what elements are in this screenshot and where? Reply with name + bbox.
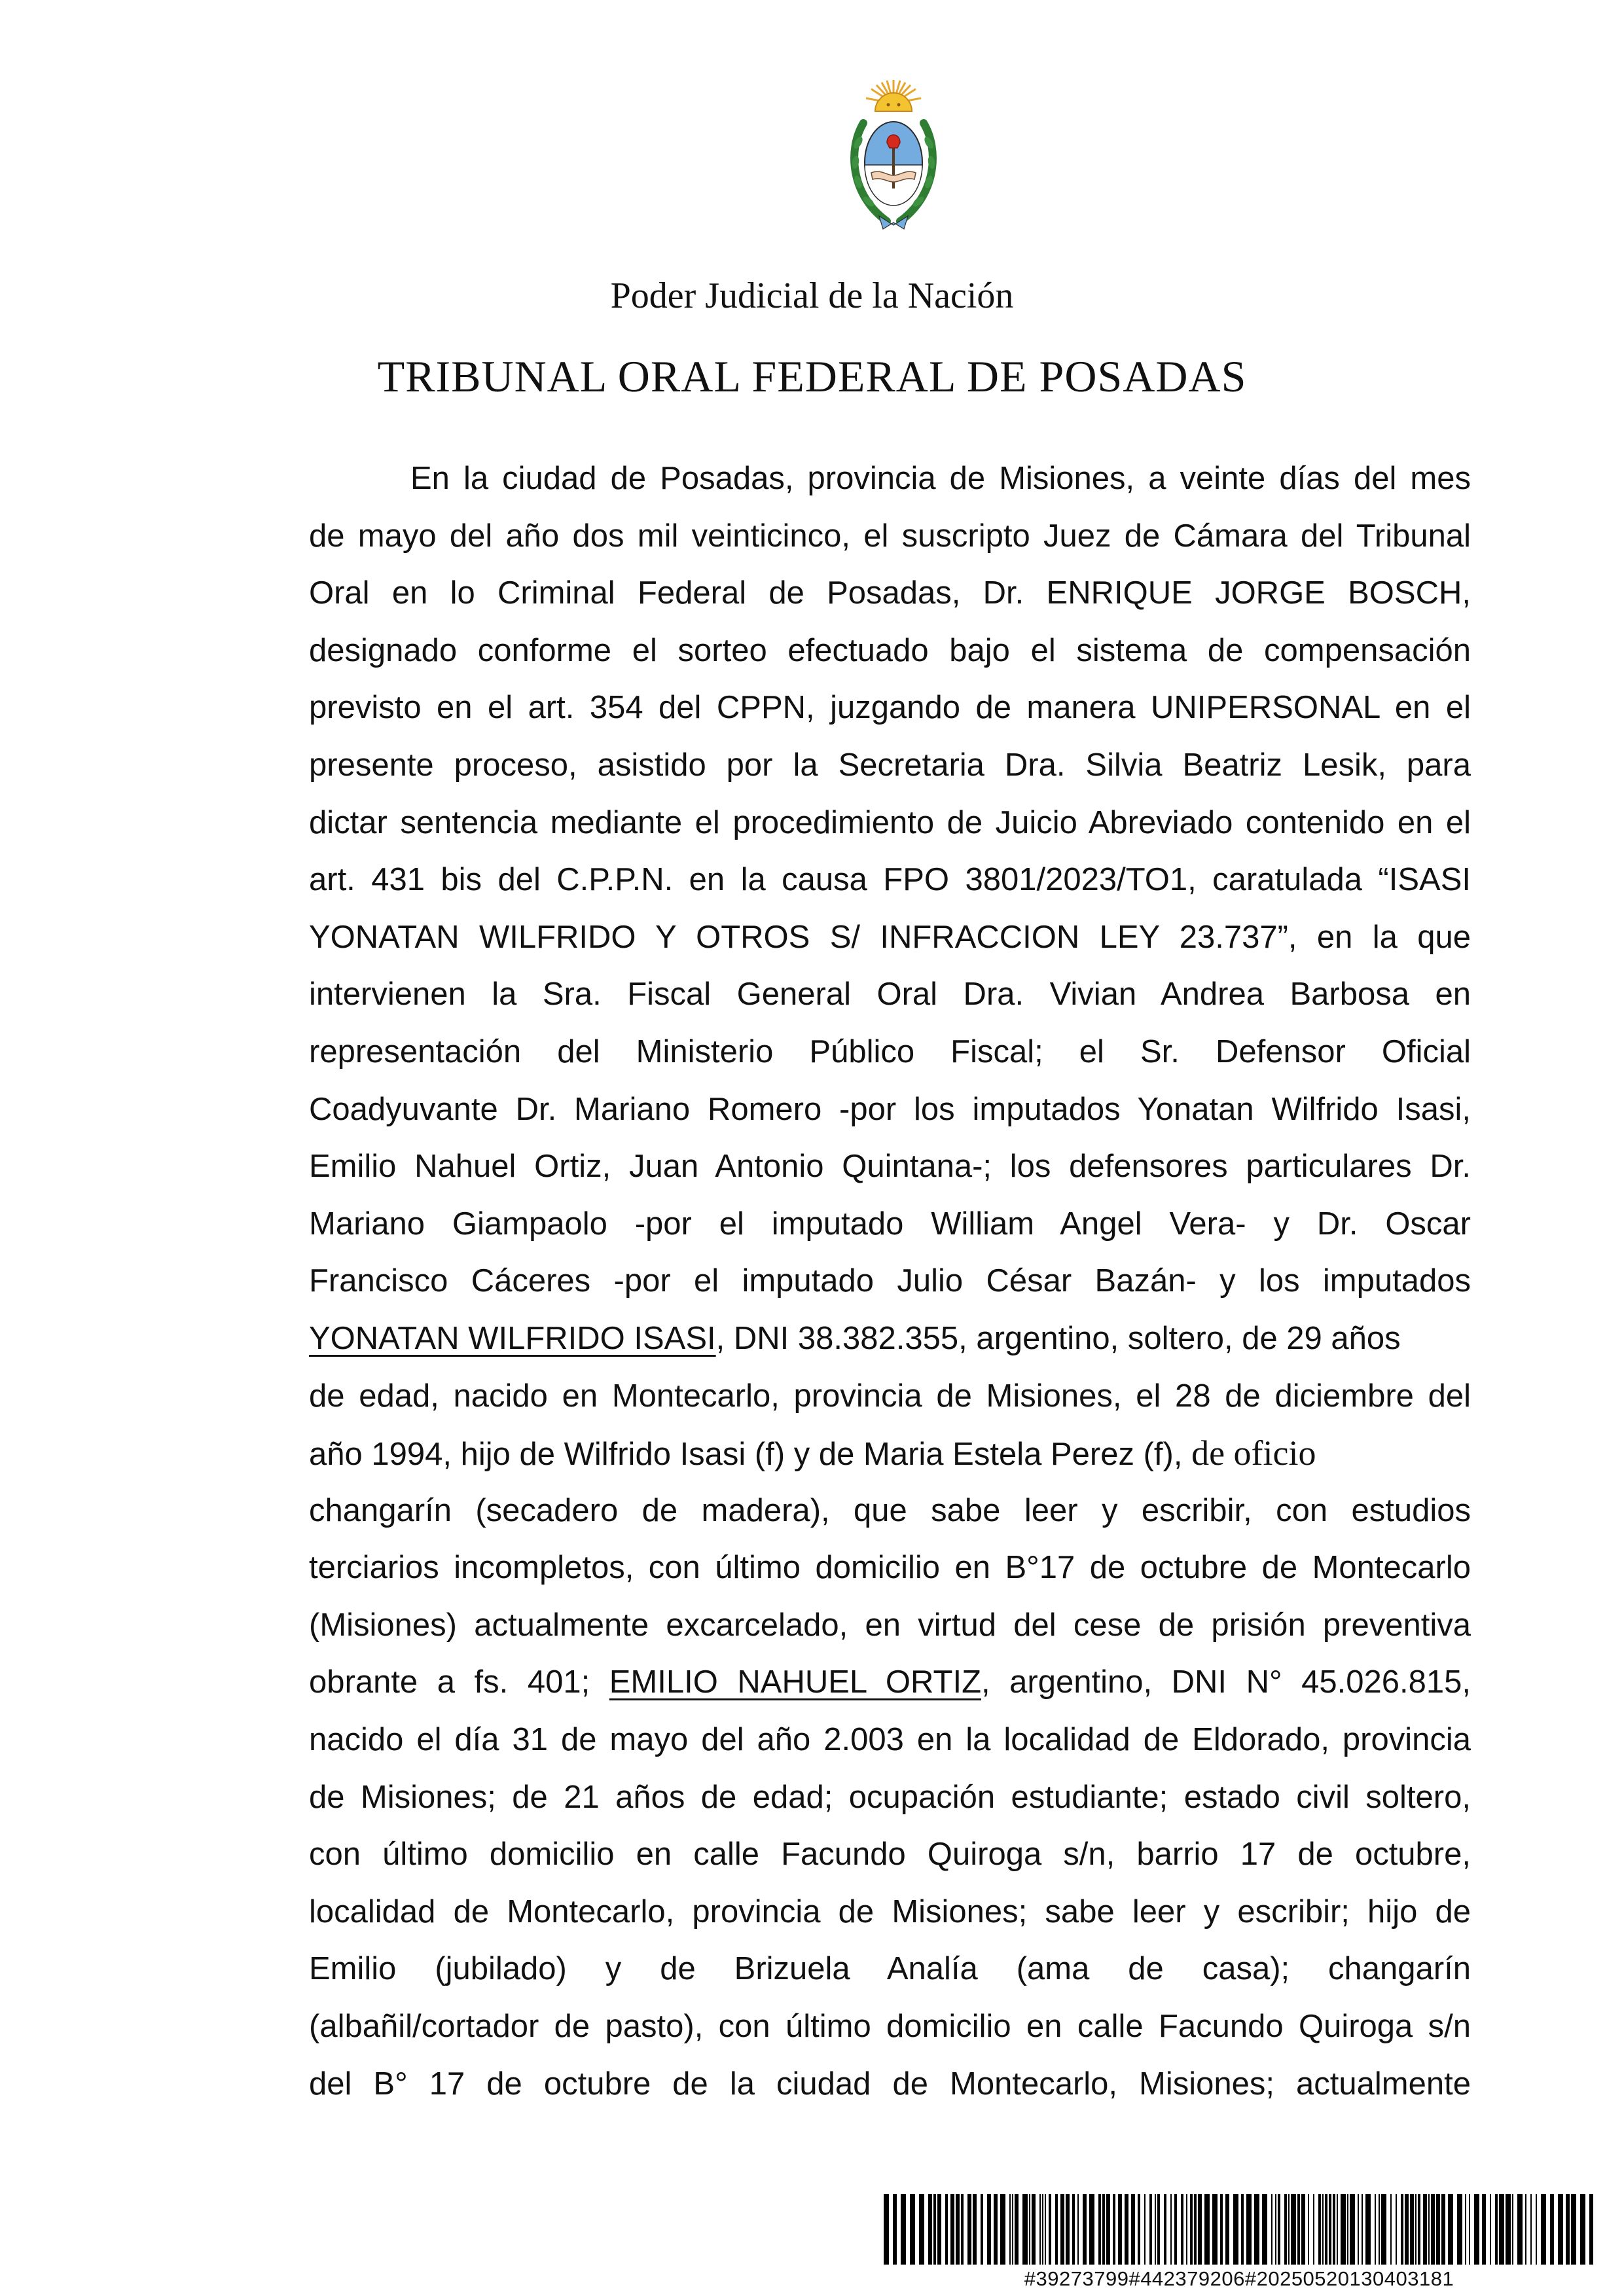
body-line-22-pre: obrante a fs. 401; <box>309 1664 609 1700</box>
document-barcode <box>882 2194 1596 2291</box>
body-line-18 <box>309 1425 1471 1482</box>
body-line-3: Oral en lo Criminal Federal de Posadas, Dr. ENRIQUE JORGE BOSCH, <box>309 575 1471 611</box>
body-line-26: localidad de Montecarlo, provincia de Misiones; sabe leer y escribir; hijo de <box>309 1893 1471 1929</box>
body-line-23: nacido el día 31 de mayo del año 2.003 en la localidad de Eldorado, provincia <box>309 1722 1471 1758</box>
body-line-20: terciarios incompletos, con último domicilio en B°17 de octubre de Montecarlo <box>309 1550 1471 1586</box>
body-line-16 <box>309 1310 1471 1368</box>
body-line-11: representación del Ministerio Público Fiscal; el Sr. Defensor Oficial <box>309 1033 1471 1069</box>
document-body <box>309 450 1471 2113</box>
defendant-details-ortiz: , argentino, DNI N° 45.026.815, <box>981 1664 1471 1700</box>
body-line-2: de mayo del año dos mil veinticinco, el suscripto Juez de Cámara del Tribunal <box>309 518 1471 554</box>
body-line-19: changarín (secadero de madera), que sabe leer y escribir, con estudios <box>309 1492 1471 1528</box>
body-line-9: YONATAN WILFRIDO Y OTROS S/ INFRACCION LEY 23.737”, en la que <box>309 919 1471 955</box>
body-line-17: de edad, nacido en Montecarlo, provincia de Misiones, el 28 de diciembre del <box>309 1378 1471 1414</box>
body-line-4: designado conforme el sorteo efectuado bajo el sistema de compensación <box>309 632 1471 668</box>
body-line-13: Emilio Nahuel Ortiz, Juan Antonio Quintana-; los defensores particulares Dr. <box>309 1149 1471 1185</box>
body-line-24: de Misiones; de 21 años de edad; ocupación estudiante; estado civil soltero, <box>309 1779 1471 1815</box>
defendant-name-ortiz: EMILIO NAHUEL ORTIZ <box>609 1664 981 1700</box>
defendant-details-isasi: , DNI 38.382.355, argentino, soltero, de 29 años <box>715 1320 1401 1356</box>
body-line-6: presente proceso, asistido por la Secretaria Dra. Silvia Beatriz Lesik, para <box>309 747 1471 783</box>
body-line-7: dictar sentencia mediante el procedimiento de Juicio Abreviado contenido en el <box>309 804 1471 840</box>
barcode-text: #39273799#442379206#20250520130403181 <box>1024 2267 1454 2290</box>
barcode-icon <box>882 2194 1596 2265</box>
body-line-12: Coadyuvante Dr. Mariano Romero -por los imputados Yonatan Wilfrido Isasi, <box>309 1091 1471 1127</box>
body-line-18-serif: de oficio <box>1191 1433 1316 1473</box>
body-line-27: Emilio (jubilado) y de Brizuela Analía (ama de casa); changarín <box>309 1951 1471 1987</box>
defendant-name-isasi: YONATAN WILFRIDO ISASI <box>309 1320 716 1356</box>
body-line-18-text: año 1994, hijo de Wilfrido Isasi (f) y de Maria Estela Perez (f), <box>309 1437 1183 1473</box>
body-line-22 <box>309 1654 1471 1712</box>
body-line-8: art. 431 bis del C.P.P.N. en la causa FPO 3801/2023/TO1, caratulada “ISASI <box>309 862 1471 898</box>
court-name: TRIBUNAL ORAL FEDERAL DE POSADAS <box>377 351 1247 401</box>
body-line-14: Mariano Giampaolo -por el imputado William Angel Vera- y Dr. Oscar <box>309 1206 1471 1242</box>
body-line-1: En la ciudad de Posadas, provincia de Misiones, a veinte días del mes <box>410 461 1471 496</box>
body-line-10: intervienen la Sra. Fiscal General Oral Dra. Vivian Andrea Barbosa en <box>309 977 1471 1013</box>
institution-name: Poder Judicial de la Nación <box>610 276 1014 316</box>
body-line-21: (Misiones) actualmente excarcelado, en virtud del cese de prisión preventiva <box>309 1607 1471 1643</box>
body-line-29: del B° 17 de octubre de la ciudad de Montecarlo, Misiones; actualmente <box>309 2066 1471 2102</box>
body-line-15: Francisco Cáceres -por el imputado Julio César Bazán- y los imputados <box>309 1263 1471 1299</box>
argentina-coat-of-arms-icon <box>841 77 946 234</box>
body-line-5: previsto en el art. 354 del CPPN, juzgando de manera UNIPERSONAL en el <box>309 690 1471 726</box>
body-line-25: con último domicilio en calle Facundo Quiroga s/n, barrio 17 de octubre, <box>309 1837 1471 1873</box>
body-line-28: (albañil/cortador de pasto), con último domicilio en calle Facundo Quiroga s/n <box>309 2009 1471 2045</box>
